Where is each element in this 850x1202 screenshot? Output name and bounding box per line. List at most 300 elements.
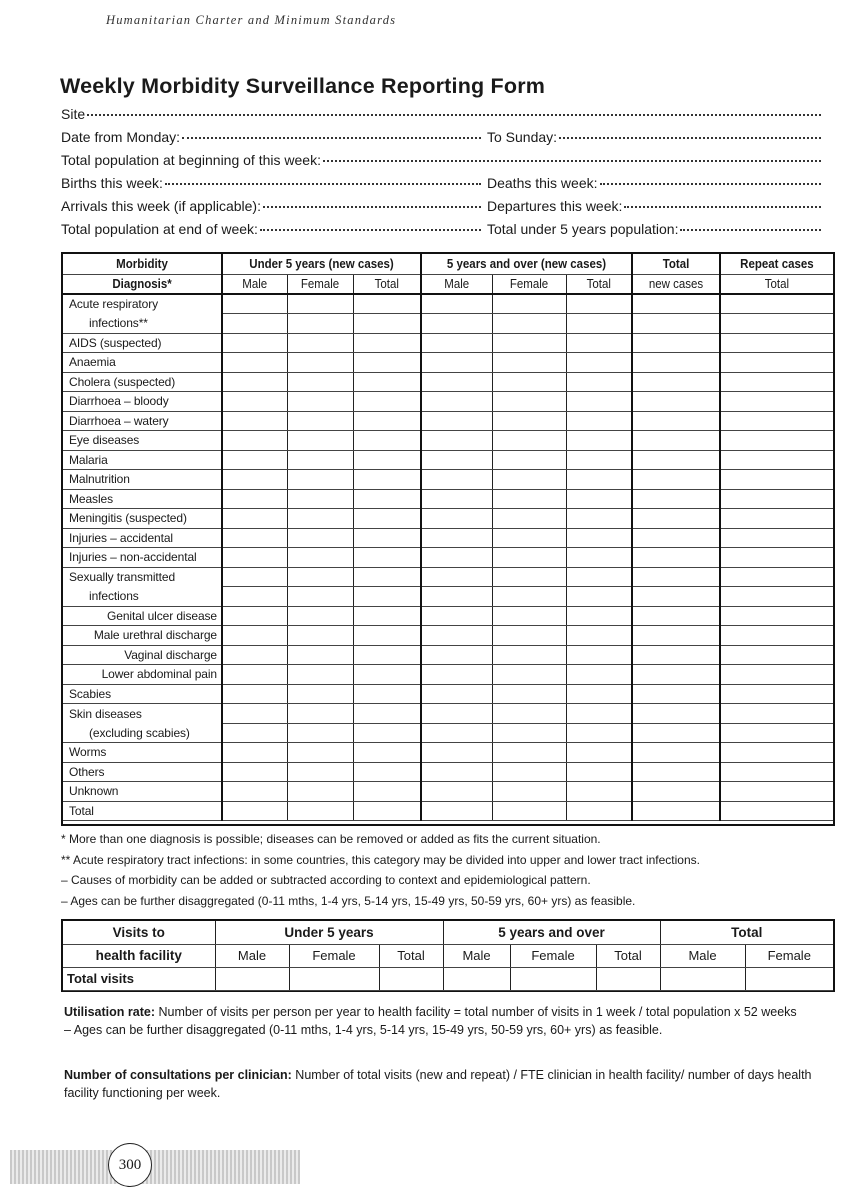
- entry-cell[interactable]: [566, 509, 632, 529]
- entry-cell[interactable]: [566, 431, 632, 451]
- entry-cell[interactable]: [632, 645, 720, 665]
- entry-cell[interactable]: [353, 392, 421, 412]
- entry-cell[interactable]: [287, 333, 353, 353]
- entry-cell[interactable]: [566, 294, 632, 314]
- entry-cell[interactable]: [222, 353, 287, 373]
- entry-cell[interactable]: [492, 606, 566, 626]
- diagnosis-label: Scabies: [63, 684, 222, 704]
- entry-cell[interactable]: [421, 801, 492, 821]
- entry-cell[interactable]: [353, 606, 421, 626]
- entry-cell[interactable]: [566, 548, 632, 568]
- entry-cell[interactable]: [632, 528, 720, 548]
- date-from-field[interactable]: [61, 129, 481, 145]
- total-new-cases-subheader: new cases: [636, 274, 717, 294]
- entry-cell[interactable]: [222, 567, 287, 587]
- entry-cell[interactable]: [287, 509, 353, 529]
- population-begin-row: [61, 152, 821, 172]
- entry-cell[interactable]: [492, 528, 566, 548]
- visits-header-row-2: [63, 944, 833, 967]
- entry-cell[interactable]: [287, 801, 353, 821]
- site-row: [61, 106, 821, 126]
- entry-cell[interactable]: [566, 762, 632, 782]
- entry-cell[interactable]: [353, 762, 421, 782]
- entry-cell[interactable]: [632, 470, 720, 490]
- entry-cell[interactable]: [287, 528, 353, 548]
- entry-cell[interactable]: [421, 645, 492, 665]
- entry-cell[interactable]: [287, 314, 353, 334]
- entry-cell[interactable]: [421, 333, 492, 353]
- diagnosis-label: Injuries – accidental: [63, 528, 222, 548]
- entry-cell[interactable]: [287, 704, 353, 724]
- entry-cell[interactable]: [720, 431, 833, 451]
- entry-cell[interactable]: [632, 801, 720, 821]
- entry-cell[interactable]: [353, 489, 421, 509]
- table-row: [63, 333, 833, 353]
- population-end-field[interactable]: [61, 221, 481, 237]
- to-sunday-field[interactable]: [481, 129, 821, 145]
- entry-cell[interactable]: [287, 723, 353, 743]
- date-from-label: Date from Monday:: [61, 129, 181, 145]
- entry-cell[interactable]: [421, 704, 492, 724]
- entry-cell[interactable]: [632, 704, 720, 724]
- entry-cell[interactable]: [492, 567, 566, 587]
- morbidity-grid: [63, 254, 833, 821]
- entry-cell[interactable]: [421, 548, 492, 568]
- entry-cell[interactable]: [632, 782, 720, 802]
- table-row: [63, 450, 833, 470]
- entry-cell[interactable]: [421, 528, 492, 548]
- entry-cell[interactable]: [421, 587, 492, 607]
- entry-cell[interactable]: [566, 723, 632, 743]
- under5-male-header: Male: [225, 274, 285, 294]
- entry-cell[interactable]: [287, 294, 353, 314]
- table-row: [63, 372, 833, 392]
- diagnosis-label: Acute respiratory: [63, 294, 222, 314]
- entry-cell[interactable]: [222, 704, 287, 724]
- table-row: [63, 704, 833, 724]
- deaths-label: Deaths this week:: [487, 175, 598, 191]
- diagnosis-label: Diarrhoea – watery: [63, 411, 222, 431]
- entry-cell[interactable]: [287, 470, 353, 490]
- entry-cell[interactable]: [353, 665, 421, 685]
- repeat-total-subheader: Total: [725, 274, 829, 294]
- table-row: [63, 782, 833, 802]
- visits-total-female: Female: [745, 944, 833, 967]
- entry-cell[interactable]: [222, 723, 287, 743]
- entry-cell[interactable]: [421, 743, 492, 763]
- entry-cell[interactable]: [353, 548, 421, 568]
- diagnosis-label: Sexually transmitted: [63, 567, 222, 587]
- entry-cell[interactable]: [492, 665, 566, 685]
- entry-cell[interactable]: [720, 782, 833, 802]
- entry-cell[interactable]: [492, 723, 566, 743]
- entry-cell[interactable]: [287, 743, 353, 763]
- entry-cell[interactable]: [566, 353, 632, 373]
- entry-cell[interactable]: [222, 509, 287, 529]
- entry-cell[interactable]: [632, 567, 720, 587]
- entry-cell[interactable]: [421, 509, 492, 529]
- entry-cell[interactable]: [492, 411, 566, 431]
- diagnosis-label: Injuries – non-accidental: [63, 548, 222, 568]
- entry-cell[interactable]: [222, 782, 287, 802]
- entry-cell[interactable]: [287, 782, 353, 802]
- entry-cell[interactable]: [287, 762, 353, 782]
- entry-cell[interactable]: [222, 548, 287, 568]
- diagnosis-label: Male urethral discharge: [63, 626, 222, 646]
- entry-cell[interactable]: [720, 587, 833, 607]
- entry-cell[interactable]: [566, 392, 632, 412]
- table-row: [63, 294, 833, 314]
- entry-cell[interactable]: [566, 801, 632, 821]
- entry-cell[interactable]: [492, 294, 566, 314]
- entry-cell[interactable]: [353, 528, 421, 548]
- entry-cell[interactable]: [720, 743, 833, 763]
- visits-cell[interactable]: [596, 967, 660, 990]
- table-row: [63, 528, 833, 548]
- arrivals-departures-row: [61, 198, 821, 218]
- deaths-field[interactable]: [481, 175, 821, 191]
- entry-cell[interactable]: [720, 762, 833, 782]
- entry-cell[interactable]: [492, 801, 566, 821]
- entry-cell[interactable]: [353, 353, 421, 373]
- diagnosis-label: infections**: [63, 314, 222, 334]
- entry-cell[interactable]: [566, 684, 632, 704]
- visits-cell[interactable]: [289, 967, 379, 990]
- entry-cell[interactable]: [566, 626, 632, 646]
- visits-five-over-header: 5 years and over: [443, 921, 660, 944]
- under5-population-label: Total under 5 years population:: [487, 221, 679, 237]
- diagnosis-label: Total: [63, 801, 222, 821]
- entry-cell[interactable]: [566, 470, 632, 490]
- entry-cell[interactable]: [720, 548, 833, 568]
- entry-cell[interactable]: [720, 704, 833, 724]
- births-field[interactable]: [61, 175, 481, 191]
- utilisation-label: Utilisation rate:: [64, 1005, 155, 1019]
- entry-cell[interactable]: [632, 294, 720, 314]
- entry-cell[interactable]: [353, 801, 421, 821]
- entry-cell[interactable]: [492, 645, 566, 665]
- visits-total-male: Male: [660, 944, 745, 967]
- visits-five-over-total: Total: [596, 944, 660, 967]
- entry-cell[interactable]: [421, 782, 492, 802]
- entry-cell[interactable]: [492, 314, 566, 334]
- entry-cell[interactable]: [421, 294, 492, 314]
- diagnosis-label: Lower abdominal pain: [63, 665, 222, 685]
- diagnosis-label: Cholera (suspected): [63, 372, 222, 392]
- entry-cell[interactable]: [632, 626, 720, 646]
- visits-grid: [63, 921, 833, 991]
- entry-cell[interactable]: [222, 431, 287, 451]
- entry-cell[interactable]: [632, 587, 720, 607]
- entry-cell[interactable]: [720, 470, 833, 490]
- entry-cell[interactable]: [632, 372, 720, 392]
- entry-cell[interactable]: [492, 372, 566, 392]
- entry-cell[interactable]: [353, 743, 421, 763]
- entry-cell[interactable]: [421, 723, 492, 743]
- entry-cell[interactable]: [566, 743, 632, 763]
- entry-cell[interactable]: [421, 411, 492, 431]
- entry-cell[interactable]: [222, 665, 287, 685]
- entry-cell[interactable]: [353, 431, 421, 451]
- entry-cell[interactable]: [492, 626, 566, 646]
- entry-cell[interactable]: [492, 431, 566, 451]
- entry-cell[interactable]: [222, 743, 287, 763]
- table-row: [63, 353, 833, 373]
- entry-cell[interactable]: [492, 392, 566, 412]
- table-row: [63, 665, 833, 685]
- entry-cell[interactable]: [632, 684, 720, 704]
- entry-cell[interactable]: [222, 489, 287, 509]
- entry-cell[interactable]: [287, 489, 353, 509]
- entry-cell[interactable]: [287, 587, 353, 607]
- table-row: [63, 567, 833, 587]
- entry-cell[interactable]: [222, 626, 287, 646]
- entry-cell[interactable]: [492, 450, 566, 470]
- entry-cell[interactable]: [720, 353, 833, 373]
- entry-cell[interactable]: [287, 567, 353, 587]
- entry-cell[interactable]: [421, 762, 492, 782]
- entry-cell[interactable]: [421, 665, 492, 685]
- entry-cell[interactable]: [222, 372, 287, 392]
- entry-cell[interactable]: [720, 333, 833, 353]
- entry-cell[interactable]: [566, 587, 632, 607]
- entry-cell[interactable]: [222, 392, 287, 412]
- entry-cell[interactable]: [287, 606, 353, 626]
- entry-cell[interactable]: [353, 333, 421, 353]
- entry-cell[interactable]: [287, 684, 353, 704]
- entry-cell[interactable]: [222, 333, 287, 353]
- entry-cell[interactable]: [632, 743, 720, 763]
- arrivals-field[interactable]: [61, 198, 481, 214]
- entry-cell[interactable]: [353, 509, 421, 529]
- entry-cell[interactable]: [632, 665, 720, 685]
- table-row: [63, 509, 833, 529]
- visits-cell[interactable]: [215, 967, 289, 990]
- entry-cell[interactable]: [353, 314, 421, 334]
- entry-cell[interactable]: [632, 450, 720, 470]
- visits-cell[interactable]: [745, 967, 833, 990]
- entry-cell[interactable]: [720, 723, 833, 743]
- entry-cell[interactable]: [492, 333, 566, 353]
- diagnosis-label: Vaginal discharge: [63, 645, 222, 665]
- entry-cell[interactable]: [222, 762, 287, 782]
- entry-cell[interactable]: [720, 294, 833, 314]
- entry-cell[interactable]: [720, 684, 833, 704]
- entry-cell[interactable]: [421, 567, 492, 587]
- entry-cell[interactable]: [566, 567, 632, 587]
- entry-cell[interactable]: [353, 626, 421, 646]
- entry-cell[interactable]: [222, 411, 287, 431]
- entry-cell[interactable]: [287, 411, 353, 431]
- entry-cell[interactable]: [720, 606, 833, 626]
- entry-cell[interactable]: [287, 353, 353, 373]
- table-row: [63, 762, 833, 782]
- total-new-header: Total: [636, 254, 717, 274]
- population-begin-label: Total population at beginning of this week:: [61, 152, 321, 168]
- entry-cell[interactable]: [421, 470, 492, 490]
- entry-cell[interactable]: [222, 314, 287, 334]
- visits-cell[interactable]: [443, 967, 510, 990]
- entry-cell[interactable]: [632, 509, 720, 529]
- entry-cell[interactable]: [353, 782, 421, 802]
- entry-cell[interactable]: [566, 411, 632, 431]
- arrivals-label: Arrivals this week (if applicable):: [61, 198, 261, 214]
- entry-cell[interactable]: [632, 489, 720, 509]
- entry-cell[interactable]: [222, 450, 287, 470]
- entry-cell[interactable]: [566, 665, 632, 685]
- diagnosis-label: Malnutrition: [63, 470, 222, 490]
- entry-cell[interactable]: [222, 587, 287, 607]
- entry-cell[interactable]: [632, 431, 720, 451]
- entry-cell[interactable]: [222, 528, 287, 548]
- table-row: [63, 645, 833, 665]
- entry-cell[interactable]: [287, 626, 353, 646]
- entry-cell[interactable]: [720, 411, 833, 431]
- visits-cell[interactable]: [660, 967, 745, 990]
- entry-cell[interactable]: [632, 314, 720, 334]
- utilisation-note: – Ages can be further disaggregated (0-11 mths, 1-4 yrs, 5-14 yrs, 15-49 yrs, 50-59 yrs, 60+ yrs) as feasible.: [64, 1023, 663, 1037]
- entry-cell[interactable]: [720, 665, 833, 685]
- table-row: [63, 489, 833, 509]
- table-row: [63, 743, 833, 763]
- entry-cell[interactable]: [287, 392, 353, 412]
- entry-cell[interactable]: [632, 353, 720, 373]
- diagnosis-label: Malaria: [63, 450, 222, 470]
- entry-cell[interactable]: [632, 606, 720, 626]
- entry-cell[interactable]: [492, 743, 566, 763]
- morbidity-header-row-1: [63, 254, 833, 274]
- entry-cell[interactable]: [353, 470, 421, 490]
- entry-cell[interactable]: [632, 723, 720, 743]
- entry-cell[interactable]: [720, 528, 833, 548]
- entry-cell[interactable]: [222, 470, 287, 490]
- entry-cell[interactable]: [353, 684, 421, 704]
- entry-cell[interactable]: [421, 684, 492, 704]
- entry-cell[interactable]: [421, 626, 492, 646]
- diagnosis-label: Diarrhoea – bloody: [63, 392, 222, 412]
- entry-cell[interactable]: [492, 782, 566, 802]
- entry-cell[interactable]: [566, 450, 632, 470]
- entry-cell[interactable]: [720, 509, 833, 529]
- entry-cell[interactable]: [720, 645, 833, 665]
- entry-cell[interactable]: [720, 314, 833, 334]
- morbidity-body: [63, 294, 833, 821]
- five-over-male-header: Male: [424, 274, 489, 294]
- entry-cell[interactable]: [421, 606, 492, 626]
- entry-cell[interactable]: [632, 762, 720, 782]
- entry-cell[interactable]: [632, 548, 720, 568]
- visits-cell[interactable]: [379, 967, 443, 990]
- entry-cell[interactable]: [421, 450, 492, 470]
- entry-cell[interactable]: [222, 684, 287, 704]
- entry-cell[interactable]: [492, 470, 566, 490]
- entry-cell[interactable]: [421, 431, 492, 451]
- site-field[interactable]: [61, 106, 821, 122]
- entry-cell[interactable]: [421, 353, 492, 373]
- entry-cell[interactable]: [421, 489, 492, 509]
- visits-under5-female: Female: [289, 944, 379, 967]
- entry-cell[interactable]: [492, 704, 566, 724]
- diagnosis-label: (excluding scabies): [63, 723, 222, 743]
- visits-under5-male: Male: [215, 944, 289, 967]
- entry-cell[interactable]: [421, 372, 492, 392]
- entry-cell[interactable]: [287, 548, 353, 568]
- entry-cell[interactable]: [720, 489, 833, 509]
- entry-cell[interactable]: [353, 567, 421, 587]
- entry-cell[interactable]: [492, 353, 566, 373]
- entry-cell[interactable]: [492, 548, 566, 568]
- entry-cell[interactable]: [492, 509, 566, 529]
- entry-cell[interactable]: [353, 645, 421, 665]
- departures-label: Departures this week:: [487, 198, 623, 214]
- entry-cell[interactable]: [492, 587, 566, 607]
- entry-cell[interactable]: [353, 411, 421, 431]
- entry-cell[interactable]: [492, 762, 566, 782]
- entry-cell[interactable]: [222, 801, 287, 821]
- page-number: 300: [108, 1143, 152, 1187]
- entry-cell[interactable]: [566, 782, 632, 802]
- entry-cell[interactable]: [287, 645, 353, 665]
- entry-cell[interactable]: [632, 333, 720, 353]
- entry-cell[interactable]: [720, 392, 833, 412]
- entry-cell[interactable]: [720, 372, 833, 392]
- entry-cell[interactable]: [492, 489, 566, 509]
- entry-cell[interactable]: [353, 704, 421, 724]
- entry-cell[interactable]: [566, 606, 632, 626]
- table-row: [63, 392, 833, 412]
- entry-cell[interactable]: [353, 372, 421, 392]
- entry-cell[interactable]: [353, 723, 421, 743]
- population-begin-field[interactable]: [61, 152, 821, 168]
- departures-field[interactable]: [481, 198, 821, 214]
- entry-cell[interactable]: [287, 450, 353, 470]
- visits-cell[interactable]: [510, 967, 596, 990]
- entry-cell[interactable]: [566, 372, 632, 392]
- entry-cell[interactable]: [720, 567, 833, 587]
- entry-cell[interactable]: [566, 704, 632, 724]
- consultations-label: Number of consultations per clinician:: [64, 1068, 292, 1082]
- entry-cell[interactable]: [222, 645, 287, 665]
- entry-cell[interactable]: [222, 606, 287, 626]
- running-head: Humanitarian Charter and Minimum Standards: [106, 13, 397, 27]
- entry-cell[interactable]: [566, 314, 632, 334]
- entry-cell[interactable]: [566, 645, 632, 665]
- entry-cell[interactable]: [421, 314, 492, 334]
- entry-cell[interactable]: [632, 411, 720, 431]
- entry-cell[interactable]: [287, 431, 353, 451]
- entry-cell[interactable]: [720, 626, 833, 646]
- table-row: [63, 723, 833, 743]
- entry-cell[interactable]: [353, 294, 421, 314]
- under5-population-field[interactable]: [481, 221, 821, 237]
- entry-cell[interactable]: [287, 665, 353, 685]
- morbidity-table: [61, 252, 835, 826]
- entry-cell[interactable]: [720, 801, 833, 821]
- entry-cell[interactable]: [566, 528, 632, 548]
- table-row: [63, 314, 833, 334]
- entry-cell[interactable]: [353, 587, 421, 607]
- entry-cell[interactable]: [566, 333, 632, 353]
- entry-cell[interactable]: [492, 684, 566, 704]
- entry-cell[interactable]: [566, 489, 632, 509]
- under5-total-header: Total: [356, 274, 419, 294]
- entry-cell[interactable]: [632, 392, 720, 412]
- entry-cell[interactable]: [720, 450, 833, 470]
- entry-cell[interactable]: [222, 294, 287, 314]
- entry-cell[interactable]: [353, 450, 421, 470]
- entry-cell[interactable]: [421, 392, 492, 412]
- entry-cell[interactable]: [287, 372, 353, 392]
